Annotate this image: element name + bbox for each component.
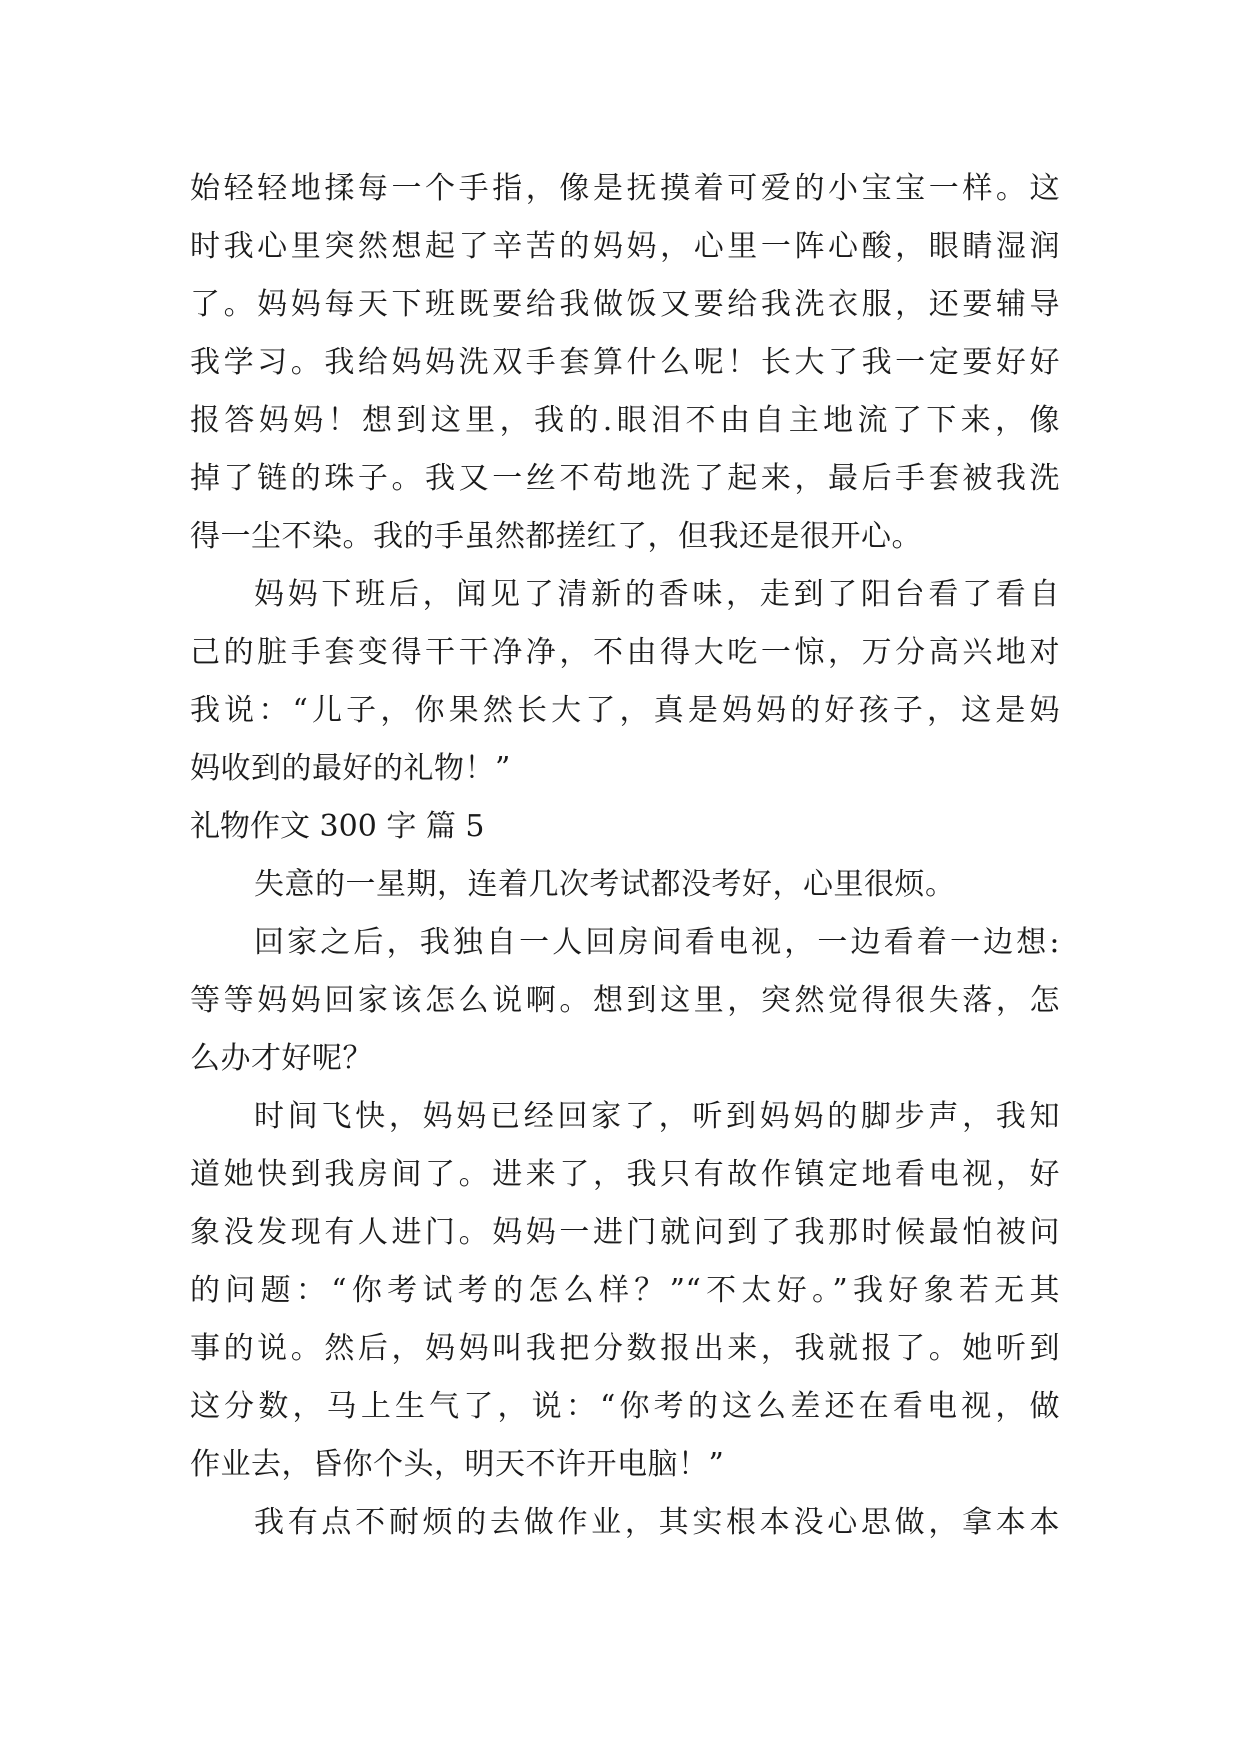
text-line: 么办才好呢？ xyxy=(190,1041,373,1076)
text-line: 回家之后，我独自一人回房间看电视，一边看着一边想: xyxy=(254,925,1060,960)
text-line: 妈妈下班后，闻见了清新的香味，走到了阳台看了看自 xyxy=(254,577,1060,612)
text-line: 象没发现有人进门。妈妈一进门就问到了我那时候最怕被问 xyxy=(190,1215,1060,1250)
section-heading: 礼物作文 300 字 篇 5 xyxy=(190,809,485,844)
text-line: 时间飞快，妈妈已经回家了，听到妈妈的脚步声，我知 xyxy=(254,1099,1060,1134)
text-line: 作业去，昏你个头，明天不许开电脑！” xyxy=(190,1447,725,1482)
text-line: 我有点不耐烦的去做作业，其实根本没心思做，拿本本 xyxy=(254,1505,1060,1540)
text-line: 报答妈妈！想到这里，我的.眼泪不由自主地流了下来，像 xyxy=(190,403,1060,438)
text-line: 我说：“儿子，你果然长大了，真是妈妈的好孩子，这是妈 xyxy=(190,693,1060,728)
text-line: 掉了链的珠子。我又一丝不苟地洗了起来，最后手套被我洗 xyxy=(190,461,1060,496)
text-line: 事的说。然后，妈妈叫我把分数报出来，我就报了。她听到 xyxy=(190,1331,1060,1366)
text-line: 我学习。我给妈妈洗双手套算什么呢！长大了我一定要好好 xyxy=(190,345,1060,380)
text-line: 道她快到我房间了。进来了，我只有故作镇定地看电视，好 xyxy=(190,1157,1060,1192)
text-line: 得一尘不染。我的手虽然都搓红了，但我还是很开心。 xyxy=(190,519,922,554)
text-line: 这分数，马上生气了，说：“你考的这么差还在看电视，做 xyxy=(190,1389,1060,1424)
text-line: 时我心里突然想起了辛苦的妈妈，心里一阵心酸，眼睛湿润 xyxy=(190,229,1060,264)
text-line: 的问题：“你考试考的怎么样？”“不太好。”我好象若无其 xyxy=(190,1273,1060,1308)
text-line: 失意的一星期，连着几次考试都没考好，心里很烦。 xyxy=(254,867,956,902)
document-body xyxy=(190,160,1060,1552)
text-line: 等等妈妈回家该怎么说啊。想到这里，突然觉得很失落，怎 xyxy=(190,983,1060,1018)
text-line: 妈收到的最好的礼物！” xyxy=(190,751,511,786)
text-line: 了。妈妈每天下班既要给我做饭又要给我洗衣服，还要辅导 xyxy=(190,287,1060,322)
text-line: 始轻轻地揉每一个手指，像是抚摸着可爱的小宝宝一样。这 xyxy=(190,171,1060,206)
text-line: 己的脏手套变得干干净净，不由得大吃一惊，万分高兴地对 xyxy=(190,635,1060,670)
